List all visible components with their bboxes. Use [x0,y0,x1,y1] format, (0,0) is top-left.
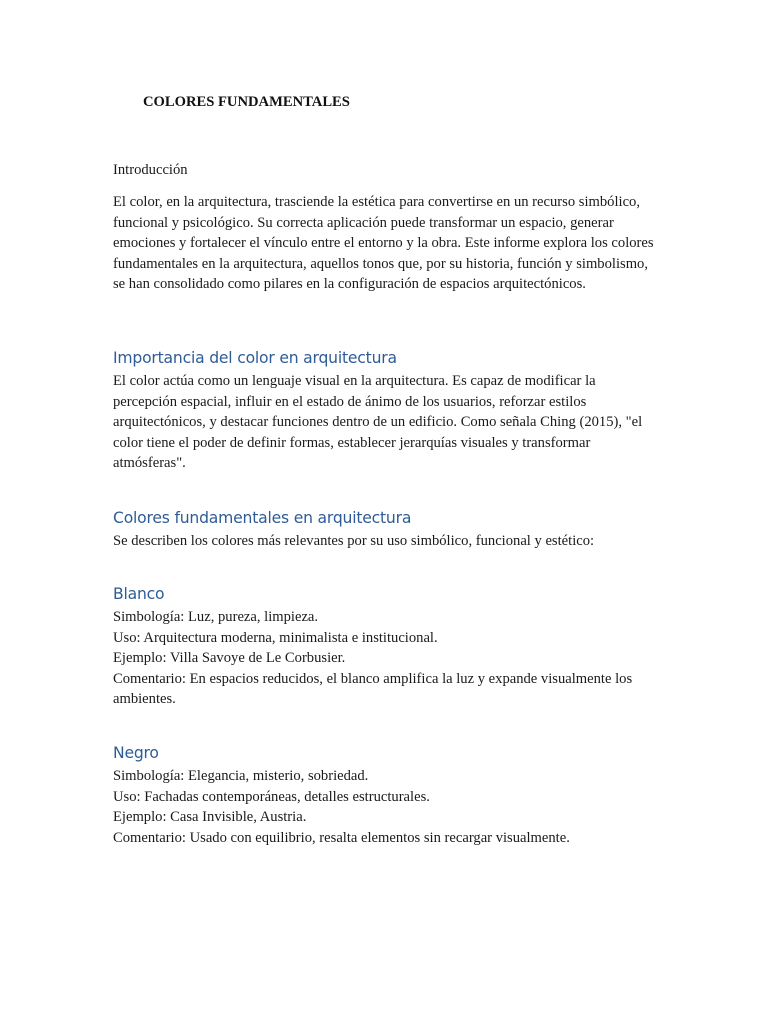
color-heading-negro: Negro [113,744,159,762]
color-uso: Uso: Arquitectura moderna, minimalista e institucional. [113,629,438,646]
section-paragraph-importancia: El color actúa como un lenguaje visual en la arquitectura. Es capaz de modificar la percepción espacial, influir en el estado de ánimo de los usuarios, reforzar estilos arquitectónicos, y destacar funciones dentro de un edificio. Como señala Ching (2015), "el color tiene el poder de definir formas, establecer jerarquías visuales y transformar atmósferas". [113,373,643,472]
color-uso: Uso: Fachadas contemporáneas, detalles estructurales. [113,788,430,805]
intro-paragraph: El color, en la arquitectura, trasciende la estética para convertirse en un recurso simbólico, funcional y psicológico. Su correcta aplicación puede transformar un espacio, generar emociones y fortalecer el vínculo entre el entorno y la obra. Este informe explora los colores fundamentales en la arquitectura, aquellos tonos que, por su historia, función y simbolismo, se han consolidado como pilares en la configuración de espacios arquitectónicos. [113,194,654,293]
color-ejemplo: Ejemplo: Villa Savoye de Le Corbusier. [113,650,346,667]
section-heading-colores: Colores fundamentales en arquitectura [113,509,412,527]
section-heading-importancia: Importancia del color en arquitectura [113,349,397,367]
color-simbologia: Simbología: Luz, pureza, limpieza. [113,609,319,625]
color-simbologia: Simbología: Elegancia, misterio, sobriedad. [113,768,369,784]
color-ejemplo: Ejemplo: Casa Invisible, Austria. [113,809,307,826]
color-comentario: Comentario: En espacios reducidos, el blanco amplifica la luz y expande visualmente los ambientes. [113,670,633,708]
color-heading-blanco: Blanco [113,585,165,603]
section-paragraph-colores: Se describen los colores más relevantes por su uso simbólico, funcional y estético: [113,533,595,549]
intro-label: Introducción [113,162,188,178]
intro-block [113,192,658,295]
color-entry-negro [113,742,658,848]
section-importancia [113,347,658,474]
color-entry-blanco [113,583,658,710]
color-comentario: Comentario: Usado con equilibrio, resalta elementos sin recargar visualmente. [113,829,570,846]
section-colores-fundamentales [113,507,658,552]
document-title: COLORES FUNDAMENTALES [143,94,350,110]
